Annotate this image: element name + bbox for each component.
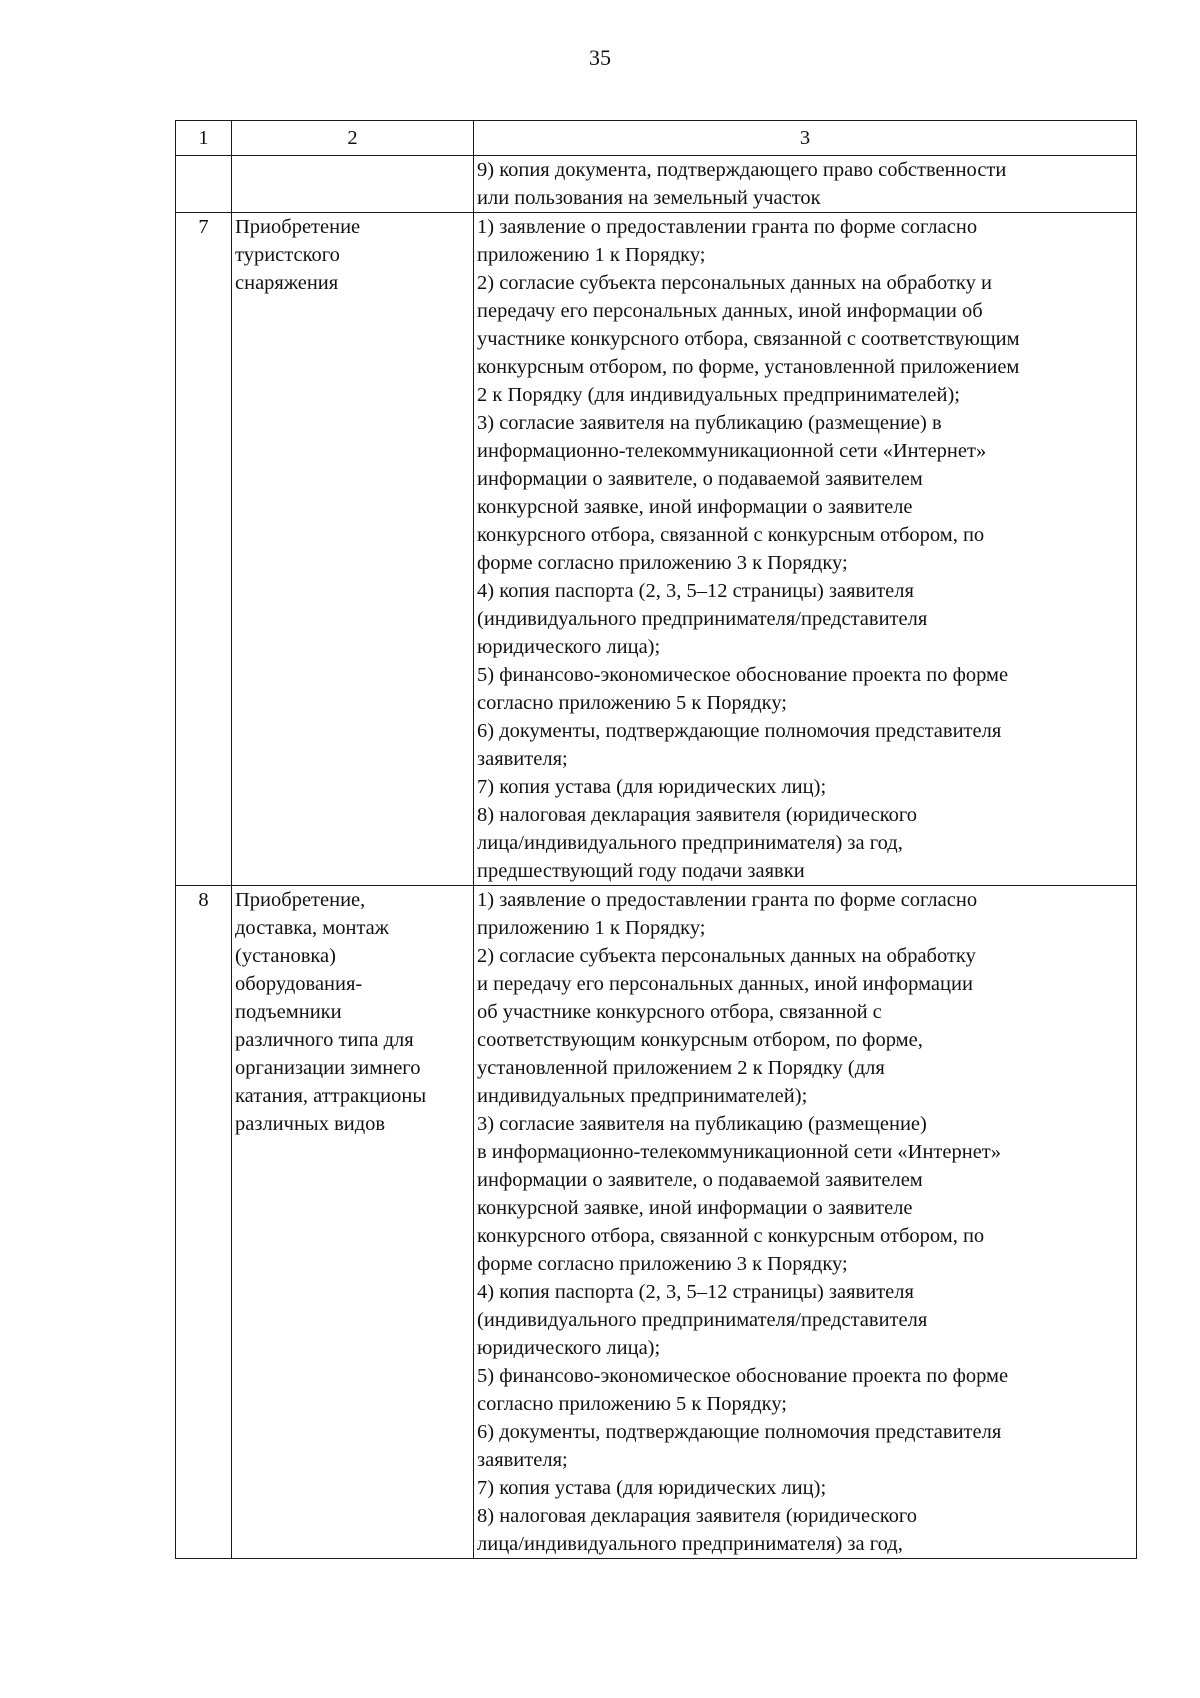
name-line: оборудования- [235,973,363,995]
document-line: юридического лица); [477,636,661,658]
name-line: различных видов [235,1113,386,1135]
document-line: 2) согласие субъекта персональных данных на обработку [477,945,976,967]
name-line: организации зимнего [235,1057,421,1079]
document-line: участнике конкурсного отбора, связанной с соответствующим [477,328,1020,350]
document-line: индивидуальных предпринимателей); [477,1085,808,1107]
document-line: информационно-телекоммуникационной сети «Интернет» [477,440,987,462]
name-line: туристского [235,244,340,266]
document-line: согласно приложению 5 к Порядку; [477,1393,787,1415]
document-line: приложению 1 к Порядку; [477,917,706,939]
header-cell-2: 2 [232,121,474,156]
document-line: (индивидуального предпринимателя/представителя [477,608,928,630]
header-cell-3: 3 [474,121,1137,156]
document-line: конкурсного отбора, связанной с конкурсным отбором, по [477,1225,985,1247]
row-name-cell [232,886,474,1559]
table-header-row [176,121,1137,156]
page-number: 35 [589,45,611,70]
document-line: лица/индивидуального предпринимателя) за год, [477,832,903,854]
table-row [176,886,1137,1559]
document-line: форме согласно приложению 3 к Порядку; [477,552,848,574]
table-body [176,121,1137,1559]
document-line: информации о заявителе, о подаваемой заявителем [477,1169,923,1191]
document-line: об участнике конкурсного отбора, связанной с [477,1001,882,1023]
document-line: согласно приложению 5 к Порядку; [477,692,787,714]
document-line: 7) копия устава (для юридических лиц); [477,776,827,798]
document-line: в информационно-телекоммуникационной сети «Интернет» [477,1141,1002,1163]
document-line: 6) документы, подтверждающие полномочия представителя [477,1421,1002,1443]
document-line: предшествующий году подачи заявки [477,860,805,882]
document-line: заявителя; [477,1449,568,1471]
row-number-cell [176,156,232,213]
document-line: 4) копия паспорта (2, 3, 5–12 страницы) заявителя [477,580,914,602]
document-line: лица/индивидуального предпринимателя) за год, [477,1533,903,1555]
document-line: 3) согласие заявителя на публикацию (размещение) в [477,412,942,434]
name-line: доставка, монтаж [235,917,389,939]
document-line: 2 к Порядку (для индивидуальных предпринимателей); [477,384,960,406]
document-line: конкурсного отбора, связанной с конкурсным отбором, по [477,524,985,546]
document-line: установленной приложением 2 к Порядку (для [477,1057,885,1079]
document-line: 1) заявление о предоставлении гранта по форме согласно [477,216,978,238]
document-line: приложению 1 к Порядку; [477,244,706,266]
document-line: 6) документы, подтверждающие полномочия представителя [477,720,1002,742]
row-name-cell [232,213,474,886]
document-line: соответствующим конкурсным отбором, по форме, [477,1029,923,1051]
row-documents-cell [474,886,1137,1559]
document-line: информации о заявителе, о подаваемой заявителем [477,468,923,490]
name-line: катания, аттракционы [235,1085,427,1107]
document-line: 1) заявление о предоставлении гранта по форме согласно [477,889,978,911]
document-line: 8) налоговая декларация заявителя (юридического [477,1505,918,1527]
row-documents-cell [474,213,1137,886]
document-line: (индивидуального предпринимателя/представителя [477,1309,928,1331]
document-line: конкурсным отбором, по форме, установленной приложением [477,356,1020,378]
table-row [176,156,1137,213]
row-number-cell: 8 [176,886,232,1559]
name-line: подъемники [235,1001,342,1023]
name-line: (установка) [235,945,336,967]
row-number-cell: 7 [176,213,232,886]
document-line: юридического лица); [477,1337,661,1359]
document-line: передачу его персональных данных, иной информации об [477,300,983,322]
document-line: заявителя; [477,748,568,770]
name-line: снаряжения [235,272,339,294]
row-documents-cell [474,156,1137,213]
document-line: 7) копия устава (для юридических лиц); [477,1477,827,1499]
document-line: конкурсной заявке, иной информации о заявителе [477,1197,913,1219]
requirements-table [175,120,1137,1559]
document-line: и передачу его персональных данных, иной информации [477,973,973,995]
document-line: 5) финансово-экономическое обоснование проекта по форме [477,664,1009,686]
document-line: 3) согласие заявителя на публикацию (размещение) [477,1113,927,1135]
document-line: конкурсной заявке, иной информации о заявителе [477,496,913,518]
header-cell-1: 1 [176,121,232,156]
document-line: форме согласно приложению 3 к Порядку; [477,1253,848,1275]
table-row [176,213,1137,886]
document-line: 8) налоговая декларация заявителя (юридического [477,804,918,826]
document-line: или пользования на земельный участок [477,187,821,209]
name-line: Приобретение, [235,889,366,911]
row-name-cell [232,156,474,213]
name-line: Приобретение [235,216,361,238]
name-line: различного типа для [235,1029,414,1051]
document-line: 5) финансово-экономическое обоснование проекта по форме [477,1365,1009,1387]
document-line: 4) копия паспорта (2, 3, 5–12 страницы) заявителя [477,1281,914,1303]
document-line: 9) копия документа, подтверждающего право собственности [477,159,1007,181]
document-line: 2) согласие субъекта персональных данных на обработку и [477,272,992,294]
